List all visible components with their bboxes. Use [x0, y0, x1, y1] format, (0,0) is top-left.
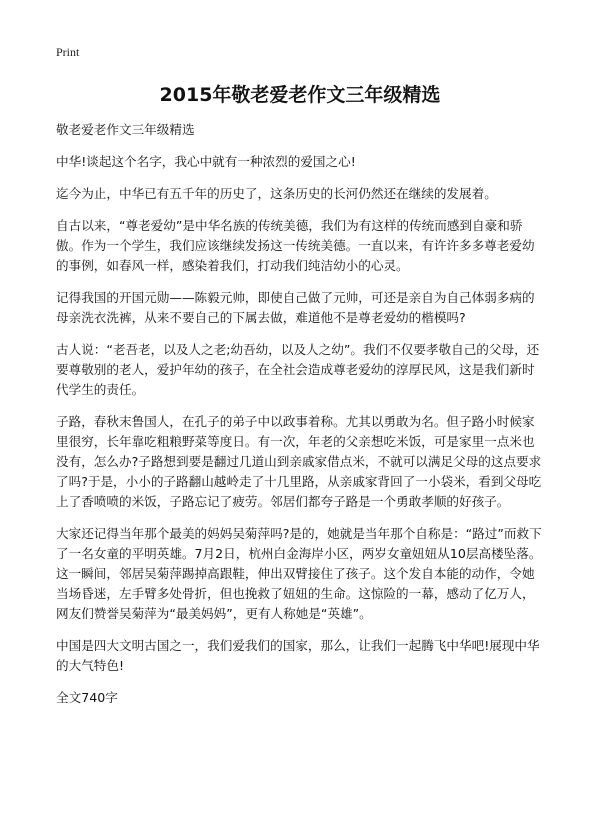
paragraph: 中华!谈起这个名字，我心中就有一种浓烈的爱国之心! — [56, 154, 356, 169]
paragraph: 迄今为止，中华已有五千年的历史了，这条历史的长河仍然还在继续的发展着。 — [56, 186, 497, 201]
word-count: 全文740字 — [56, 690, 118, 705]
article-subtitle: 敬老爱老作文三年级精选 — [56, 122, 195, 137]
paragraph: 记得我国的开国元勋——陈毅元帅，即使自己做了元帅，可还是亲自为自己体弱多病的母亲洗衣洗裤，从来不要自己的下属去做，难道他不是尊老爱幼的楷模吗? — [56, 290, 535, 325]
print-link[interactable]: Print — [56, 45, 80, 59]
paragraph: 子路，春秋末鲁国人，在孔子的弟子中以政事着称。尤其以勇敢为名。但子路小时候家里很穷，长年靠吃粗粮野菜等度日。有一次，年老的父亲想吃米饭，可是家里一点米也没有，怎么办?子路想到要是翻过几道山到亲戚家借点米，不就可以满足父母的这点要求了吗?于是，小小的子路翻山越岭走了十几里路，从亲戚家背回了一小袋米，看到父母吃上了香喷喷的米饭，子路忘记了疲劳。邻居们都夸子路是一个勇敢孝顺的好孩子。 — [56, 414, 542, 509]
paragraph: 中国是四大文明古国之一，我们爱我们的国家，那么，让我们一起腾飞中华吧!展现中华的大气特色! — [56, 638, 540, 673]
paragraph: 自古以来，“尊老爱幼”是中华名族的传统美德，我们为有这样的传统而感到自豪和骄傲。作为一个学生，我们应该继续发扬这一传统美德。一直以来，有许许多多尊老爱幼的事例，如春风一样，感染着我们，打动我们纯洁幼小的心灵。 — [56, 218, 535, 273]
page-title: 2015年敬老爱老作文三年级精选 — [159, 84, 441, 106]
article-body — [56, 120, 546, 720]
paragraph: 大家还记得当年那个最美的妈妈吴菊萍吗?是的，她就是当年那个自称是：“路过”而救下了一名女童的平明英雄。7月2日，杭州白金海岸小区，两岁女童妞妞从10层高楼坠落。这一瞬间，邻居吴菊萍踢掉高跟鞋，伸出双臂接住了孩子。这个发自本能的动作，令她当场昏迷，左手臂多处骨折，但也挽救了妞妞的生命。这惊险的一幕，感动了亿万人，网友们赞誉吴菊萍为“最美妈妈”，更有人称她是“英雄”。 — [56, 526, 542, 621]
paragraph: 古人说：“老吾老，以及人之老;幼吾幼，以及人之幼”。我们不仅要孝敬自己的父母，还要尊敬别的老人，爱护年幼的孩子，在全社会造成尊老爱幼的淳厚民风，这是我们新时代学生的责任。 — [56, 342, 540, 397]
